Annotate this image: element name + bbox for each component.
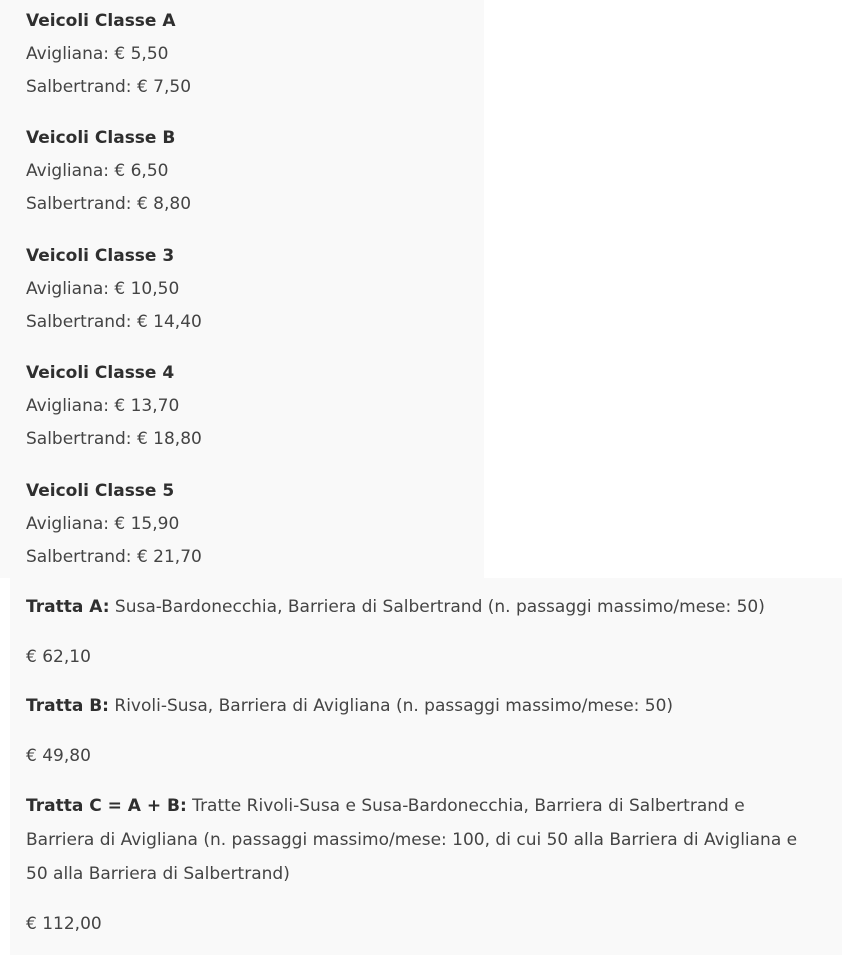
salbertrand-price: Salbertrand: € 14,40 <box>26 312 202 332</box>
avigliana-price: Avigliana: € 13,70 <box>26 396 180 416</box>
avigliana-price: Avigliana: € 6,50 <box>26 161 169 181</box>
class-title: Veicoli Classe A <box>26 11 176 31</box>
salbertrand-price: Salbertrand: € 7,50 <box>26 77 192 97</box>
vehicle-class-tariffs <box>0 0 484 578</box>
tratta-label: Tratta C = A + B: <box>26 796 187 816</box>
avigliana-price: Avigliana: € 10,50 <box>26 279 180 299</box>
salbertrand-price: Salbertrand: € 21,70 <box>26 547 202 567</box>
tratta-text: Rivoli-Susa, Barriera di Avigliana (n. passaggi massimo/mese: 50) <box>108 696 674 716</box>
monthly-subscription-panel <box>10 578 842 955</box>
class-title: Veicoli Classe B <box>26 128 176 148</box>
class-title: Veicoli Classe 4 <box>26 363 175 383</box>
class-title: Veicoli Classe 3 <box>26 246 175 266</box>
tratta-c-description <box>26 789 816 891</box>
salbertrand-price: Salbertrand: € 18,80 <box>26 429 202 449</box>
tratta-text: Susa-Bardonecchia, Barriera di Salbertrand (n. passaggi massimo/mese: 50) <box>109 597 765 617</box>
tratta-a-price: € 62,10 <box>26 647 91 667</box>
tratta-b-description <box>26 689 826 723</box>
salbertrand-price: Salbertrand: € 8,80 <box>26 194 192 214</box>
tratta-label: Tratta A: <box>26 597 110 617</box>
tratta-a-description <box>26 590 826 624</box>
avigliana-price: Avigliana: € 5,50 <box>26 44 169 64</box>
class-title: Veicoli Classe 5 <box>26 481 175 501</box>
tratta-b-price: € 49,80 <box>26 746 91 766</box>
tratta-text: Tratte Rivoli-Susa e Susa-Bardonecchia, Barriera di Salbertrand e Barriera di Avigliana (n. passaggi massimo/mese: 100, di cui 50 alla Barriera di Avigliana e 50 alla Barriera di Salbertrand) <box>26 796 798 884</box>
avigliana-price: Avigliana: € 15,90 <box>26 514 180 534</box>
tratta-c-price: € 112,00 <box>26 914 102 934</box>
tratta-label: Tratta B: <box>26 696 109 716</box>
